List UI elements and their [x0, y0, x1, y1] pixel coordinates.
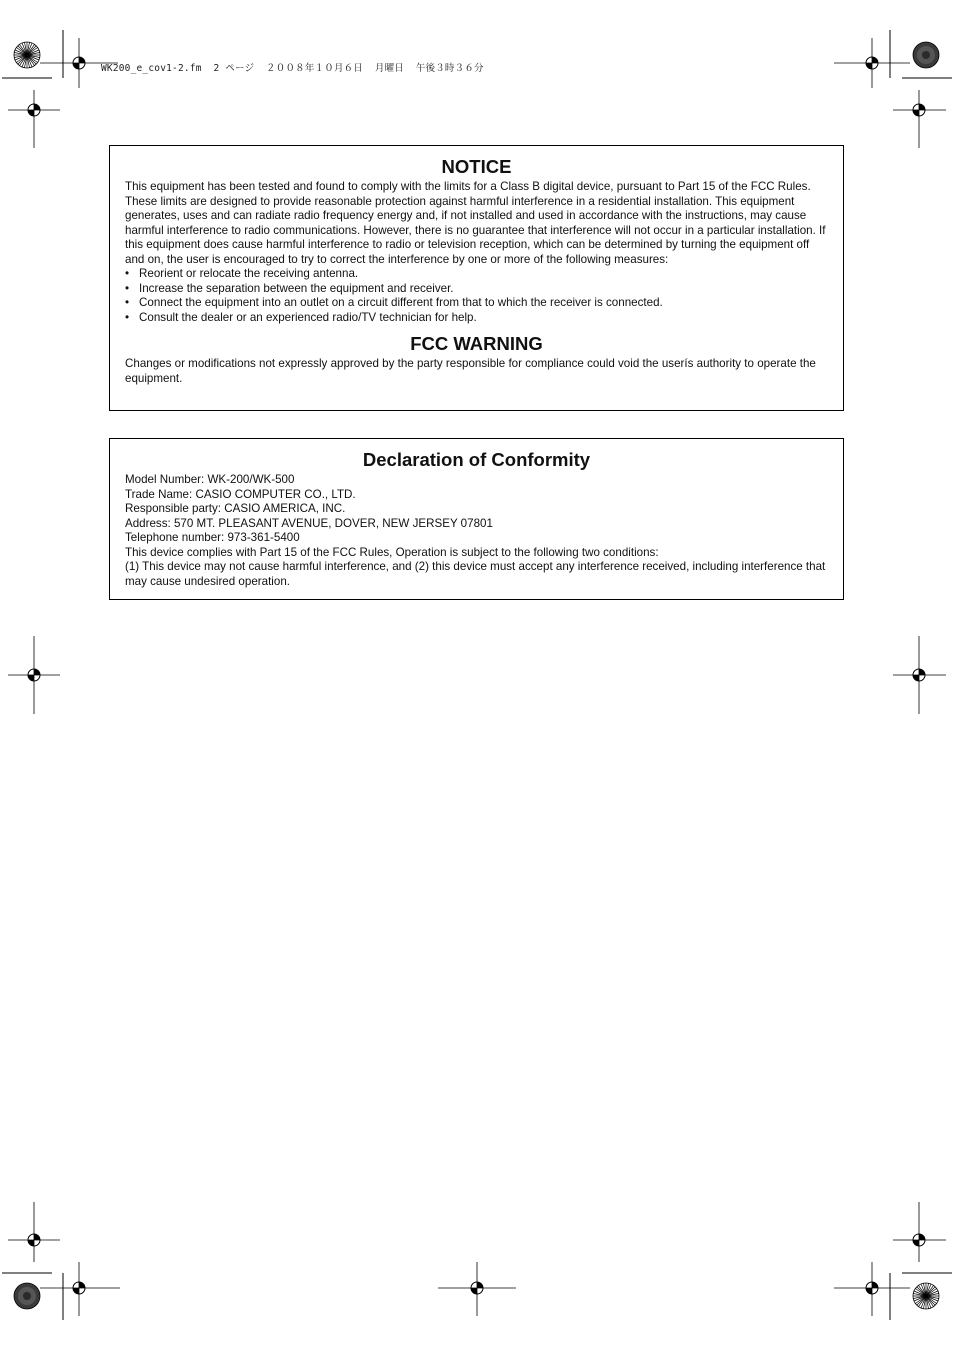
- fcc-warning-title: FCC WARNING: [410, 333, 543, 354]
- responsible-party: Responsible party: CASIO AMERICA, INC.: [125, 502, 346, 515]
- measures-list: [125, 267, 828, 325]
- declaration-box: [109, 438, 844, 600]
- list-item: • Consult the dealer or an experienced radio/TV technician for help.: [125, 311, 828, 326]
- conditions-statement: (1) This device may not cause harmful interference, and (2) this device must accept any interference received, including interference that may cause undesired operation.: [125, 560, 826, 588]
- telephone-number: Telephone number: 973-361-5400: [125, 531, 300, 544]
- address: Address: 570 MT. PLEASANT AVENUE, DOVER, NEW JERSEY 07801: [125, 516, 493, 530]
- notice-body: This equipment has been tested and found to comply with the limits for a Class B digital device, pursuant to Part 15 of the FCC Rules. These limits are designed to provide reasonable protection against harmful interference in a residential installation. This equipment generates, uses and can radiate radio frequency energy and, if not installed and used in accordance with the instructions, may cause harmful interference to radio communications. However, there is no guarantee that interference will not occur in a particular installation. If this equipment does cause harmful interference to radio or television reception, which can be determined by turning the equipment off and on, the user is encouraged to try to correct the interference by one or more of the following measures:: [125, 180, 826, 266]
- notice-box: [109, 145, 844, 411]
- trade-name: Trade Name: CASIO COMPUTER CO., LTD.: [125, 487, 356, 501]
- file-info-header: WK200_e_cov1-2.fm 2 ページ ２００８年１０月６日 月曜日 午後３時３６分: [101, 63, 484, 74]
- compliance-statement: This device complies with Part 15 of the FCC Rules, Operation is subject to the following two conditions:: [125, 545, 659, 559]
- list-item: • Connect the equipment into an outlet on a circuit different from that to which the receiver is connected.: [125, 296, 828, 311]
- notice-title: NOTICE: [441, 156, 512, 177]
- list-item: • Reorient or relocate the receiving antenna.: [125, 267, 828, 282]
- fcc-warning-body: Changes or modifications not expressly approved by the party responsible for compliance could void the userís authority to operate the equipment.: [125, 357, 816, 385]
- list-item: • Increase the separation between the equipment and receiver.: [125, 282, 828, 297]
- declaration-title: Declaration of Conformity: [362, 449, 591, 470]
- model-number: Model Number: WK-200/WK-500: [125, 473, 295, 486]
